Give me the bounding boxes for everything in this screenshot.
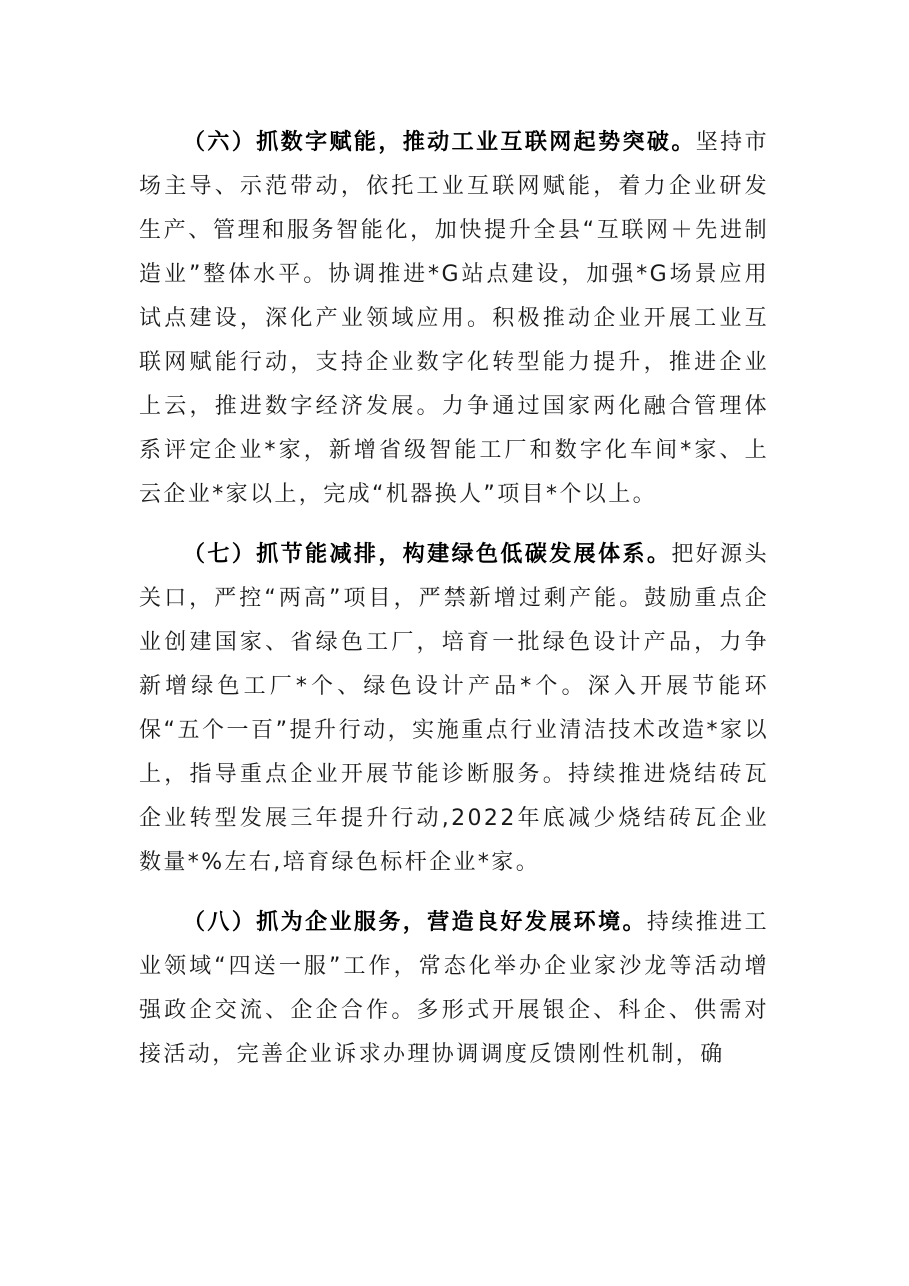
paragraph-enterprise-service <box>139 901 769 1077</box>
paragraph-heading: （八）抓为企业服务，营造良好发展环境。 <box>183 910 647 935</box>
paragraph-text: 坚持市场主导、示范带动，依托工业互联网赋能，着力企业研发生产、管理和服务智能化，加快提升全县“互联网＋先进制造业”整体水平。协调推进*G站点建设，加强*G场景应用试点建设，深化产业领域应用。积极推动企业开展工业互联网赋能行动，支持企业数字化转型能力提升，推进企业上云，推进数字经济发展。力争通过国家两化融合管理体系评定企业*家，新增省级智能工厂和数字化车间*家、上云企业*家以上，完成“机器换人”项目*个以上。 <box>139 130 769 507</box>
paragraph-text: 把好源头关口，严控“两高”项目，严禁新增过剩产能。鼓励重点企业创建国家、省绿色工厂，培育一批绿色设计产品，力争新增绿色工厂*个、绿色设计产品*个。深入开展节能环保“五个一百”提升行动，实施重点行业清洁技术改造*家以上，指导重点企业开展节能诊断服务。持续推进烧结砖瓦企业转型发展三年提升行动,2022年底减少烧结砖瓦企业数量*%左右,培育绿色标杆企业*家。 <box>139 542 769 875</box>
paragraph-energy-saving <box>139 533 769 885</box>
paragraph-heading: （六）抓数字赋能，推动工业互联网起势突破。 <box>183 130 696 155</box>
paragraph-text: 持续推进工业领域“四送一服”工作，常态化举办企业家沙龙等活动增强政企交流、企企合作。多形式开展银企、科企、供需对接活动，完善企业诉求办理协调调度反馈刚性机制，确 <box>139 910 769 1067</box>
document-body <box>139 121 769 1093</box>
paragraph-digital-empowerment <box>139 121 769 517</box>
paragraph-heading: （七）抓节能减排，构建绿色低碳发展体系。 <box>183 542 672 567</box>
